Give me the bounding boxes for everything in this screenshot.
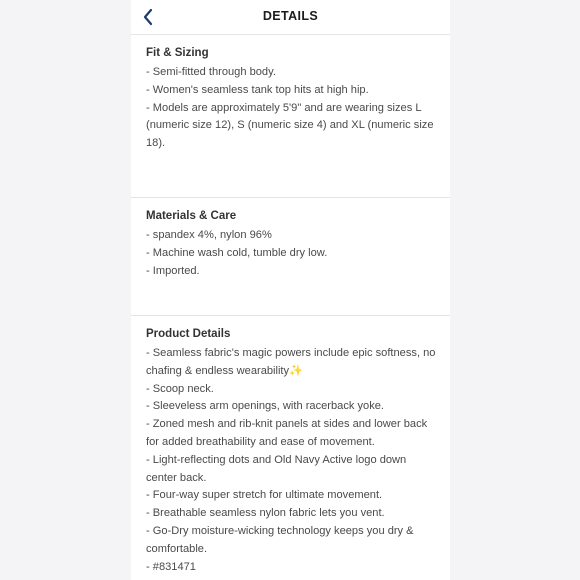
details-panel	[131, 0, 450, 580]
detail-list	[146, 345, 436, 576]
list-item: - Breathable seamless nylon fabric lets you vent.	[146, 507, 385, 520]
list-item: - Women's seamless tank top hits at high hip.	[146, 83, 369, 96]
detail-list	[146, 227, 436, 280]
header-bar	[131, 0, 450, 35]
list-item: - Machine wash cold, tumble dry low.	[146, 246, 328, 259]
list-item: - Four-way super stretch for ultimate movement.	[146, 489, 383, 502]
list-item: - Sleeveless arm openings, with racerback yoke.	[146, 400, 385, 413]
section-product-details	[131, 316, 450, 576]
list-item: - Go-Dry moisture-wicking technology keeps you dry & comfortable.	[146, 524, 414, 555]
list-item: - Imported.	[146, 264, 200, 277]
list-item: - Seamless fabric's magic powers include epic softness, no chafing & endless wearability✨	[146, 347, 436, 377]
section-heading: Materials & Care	[146, 210, 237, 222]
page-title: DETAILS	[262, 9, 319, 23]
section-fit-sizing	[131, 35, 450, 197]
list-item: - Light-reflecting dots and Old Navy Active logo down center back.	[146, 453, 407, 484]
detail-list	[146, 64, 436, 153]
list-item: - Zoned mesh and rib-knit panels at sides and lower back for added breathability and ease of movement.	[146, 418, 428, 448]
list-item: - Semi-fitted through body.	[146, 66, 276, 78]
list-item: - Scoop neck.	[146, 382, 214, 395]
section-materials-care	[131, 198, 450, 315]
section-heading: Product Details	[146, 328, 231, 340]
list-item: - Models are approximately 5'9" and are wearing sizes L (numeric size 12), S (numeric size 4) and XL (numeric size 18).	[146, 101, 434, 150]
section-heading: Fit & Sizing	[146, 47, 209, 59]
list-item: - #831471	[146, 560, 196, 573]
list-item: - spandex 4%, nylon 96%	[146, 229, 272, 241]
